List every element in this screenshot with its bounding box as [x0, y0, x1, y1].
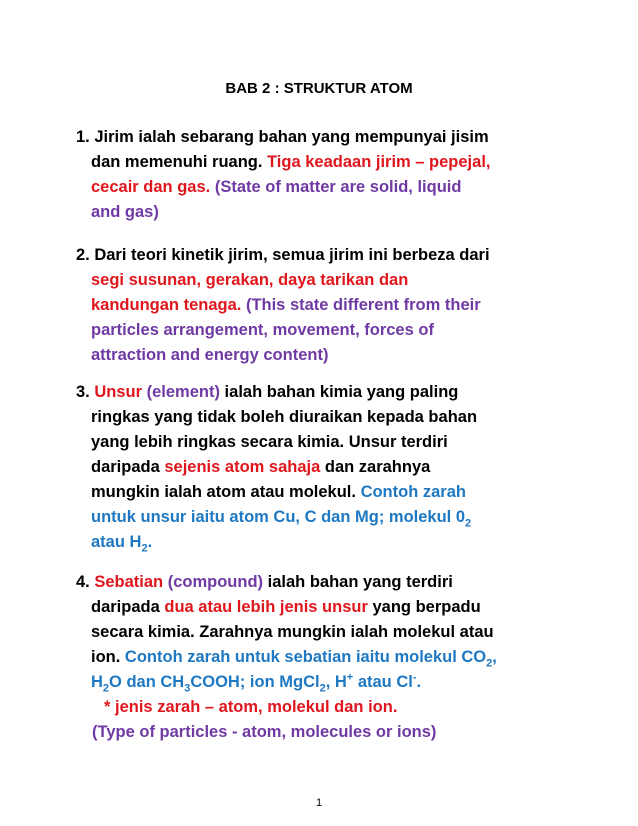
text-segment: yang lebih ringkas secara kimia. Unsur terdiri — [91, 433, 448, 451]
text-segment: dan zarahnya — [320, 458, 431, 476]
paragraph-2 — [76, 243, 576, 368]
paragraph-3 — [76, 380, 576, 555]
paragraph-1-line-3 — [76, 175, 576, 200]
paragraph-2-line-5 — [76, 343, 576, 368]
text-segment: 4. — [76, 573, 95, 591]
subscript: 3 — [184, 682, 191, 695]
paragraph-3-line-2 — [76, 405, 576, 430]
paragraph-3-line-4 — [76, 455, 576, 480]
example-blue: . — [416, 673, 422, 691]
paragraph-2-line-4 — [76, 318, 576, 343]
text-segment: ringkas yang tidak boleh diuraikan kepada bahan — [91, 408, 478, 426]
translation-purple: (compound) — [163, 573, 264, 591]
paragraph-4-line-4 — [76, 645, 576, 670]
subscript: 2 — [141, 542, 148, 555]
paragraph-4-line-1 — [76, 570, 576, 595]
example-blue: , H — [325, 673, 347, 691]
translation-purple: (State of matter are solid, liquid — [210, 178, 462, 196]
paragraph-4-line-5 — [76, 670, 576, 695]
highlight-red: kandungan tenaga. — [91, 296, 242, 314]
text-segment: ialah bahan kimia yang paling — [219, 383, 459, 401]
paragraph-3-line-7 — [76, 530, 576, 555]
superscript: + — [346, 671, 354, 684]
text-segment: 3. — [76, 383, 95, 401]
paragraph-1-line-4 — [76, 200, 576, 225]
text-segment: ion. — [91, 648, 125, 666]
example-blue: atau Cl — [353, 673, 413, 691]
subscript: 2 — [319, 682, 326, 695]
highlight-red: dua atau lebih jenis unsur — [164, 598, 368, 616]
example-blue: untuk unsur iaitu atom Cu, C dan Mg; molekul 0 — [91, 508, 466, 526]
highlight-red: cecair dan gas. — [91, 178, 211, 196]
example-blue: , — [492, 648, 497, 666]
translation-purple: particles arrangement, movement, forces of — [91, 321, 434, 339]
paragraph-4-line-2 — [76, 595, 576, 620]
paragraph-4-line-3 — [76, 620, 576, 645]
paragraph-2-line-2 — [76, 268, 576, 293]
text-segment: 1. Jirim ialah sebarang bahan yang mempunyai jisim — [76, 128, 489, 146]
text-segment: daripada — [91, 458, 165, 476]
example-blue: Contoh zarah — [360, 483, 466, 501]
highlight-red: Unsur — [94, 383, 143, 401]
example-blue: . — [147, 533, 153, 551]
text-segment: yang berpadu — [367, 598, 481, 616]
superscript: - — [412, 671, 417, 684]
translation-purple: attraction and energy content) — [91, 346, 329, 364]
paragraph-1-line-2 — [76, 150, 576, 175]
paragraph-2-line-3 — [76, 293, 576, 318]
highlight-red: Tiga keadaan jirim – pepejal, — [267, 153, 491, 171]
text-segment: ialah bahan yang terdiri — [263, 573, 453, 591]
highlight-red: Sebatian — [94, 573, 164, 591]
text-segment: 2. Dari teori kinetik jirim, semua jirim ini berbeza dari — [76, 246, 490, 264]
translation-purple: (element) — [142, 383, 220, 401]
paragraph-3-line-1 — [76, 380, 576, 405]
paragraph-1-line-1 — [76, 125, 576, 150]
translation-purple: (This state different from their — [241, 296, 481, 314]
page-number: 1 — [315, 797, 323, 809]
example-blue: O dan CH — [109, 673, 185, 691]
subscript: 2 — [102, 682, 110, 695]
translation-purple: and gas) — [91, 203, 159, 221]
subscript: 2 — [465, 517, 472, 530]
text-segment: secara kimia. Zarahnya mungkin ialah molekul atau — [91, 623, 494, 641]
example-blue: H — [91, 673, 103, 691]
example-blue: atau H — [91, 533, 142, 551]
paragraph-2-line-1 — [76, 243, 576, 268]
paragraph-3-line-6 — [76, 505, 576, 530]
example-blue: Contoh zarah untuk sebatian iaitu molekul CO — [124, 648, 487, 666]
highlight-red: segi susunan, gerakan, daya tarikan dan — [91, 271, 409, 289]
paragraph-3-line-3 — [76, 430, 576, 455]
text-segment: mungkin ialah atom atau molekul. — [91, 483, 361, 501]
paragraph-4 — [76, 570, 576, 745]
highlight-red: sejenis atom sahaja — [164, 458, 321, 476]
paragraph-3-line-5 — [76, 480, 576, 505]
subscript: 2 — [486, 657, 493, 670]
example-blue: COOH; ion MgCl — [190, 673, 320, 691]
text-segment: dan memenuhi ruang. — [91, 153, 268, 171]
paragraph-1 — [76, 125, 576, 225]
page-title: BAB 2 : STRUKTUR ATOM — [225, 80, 413, 97]
translation-purple: (Type of particles - atom, molecules or ions) — [92, 723, 437, 741]
text-segment: daripada — [91, 598, 165, 616]
highlight-red: * jenis zarah – atom, molekul dan ion. — [104, 698, 398, 716]
paragraph-4-line-6 — [76, 695, 576, 720]
paragraph-4-line-7 — [76, 720, 576, 745]
